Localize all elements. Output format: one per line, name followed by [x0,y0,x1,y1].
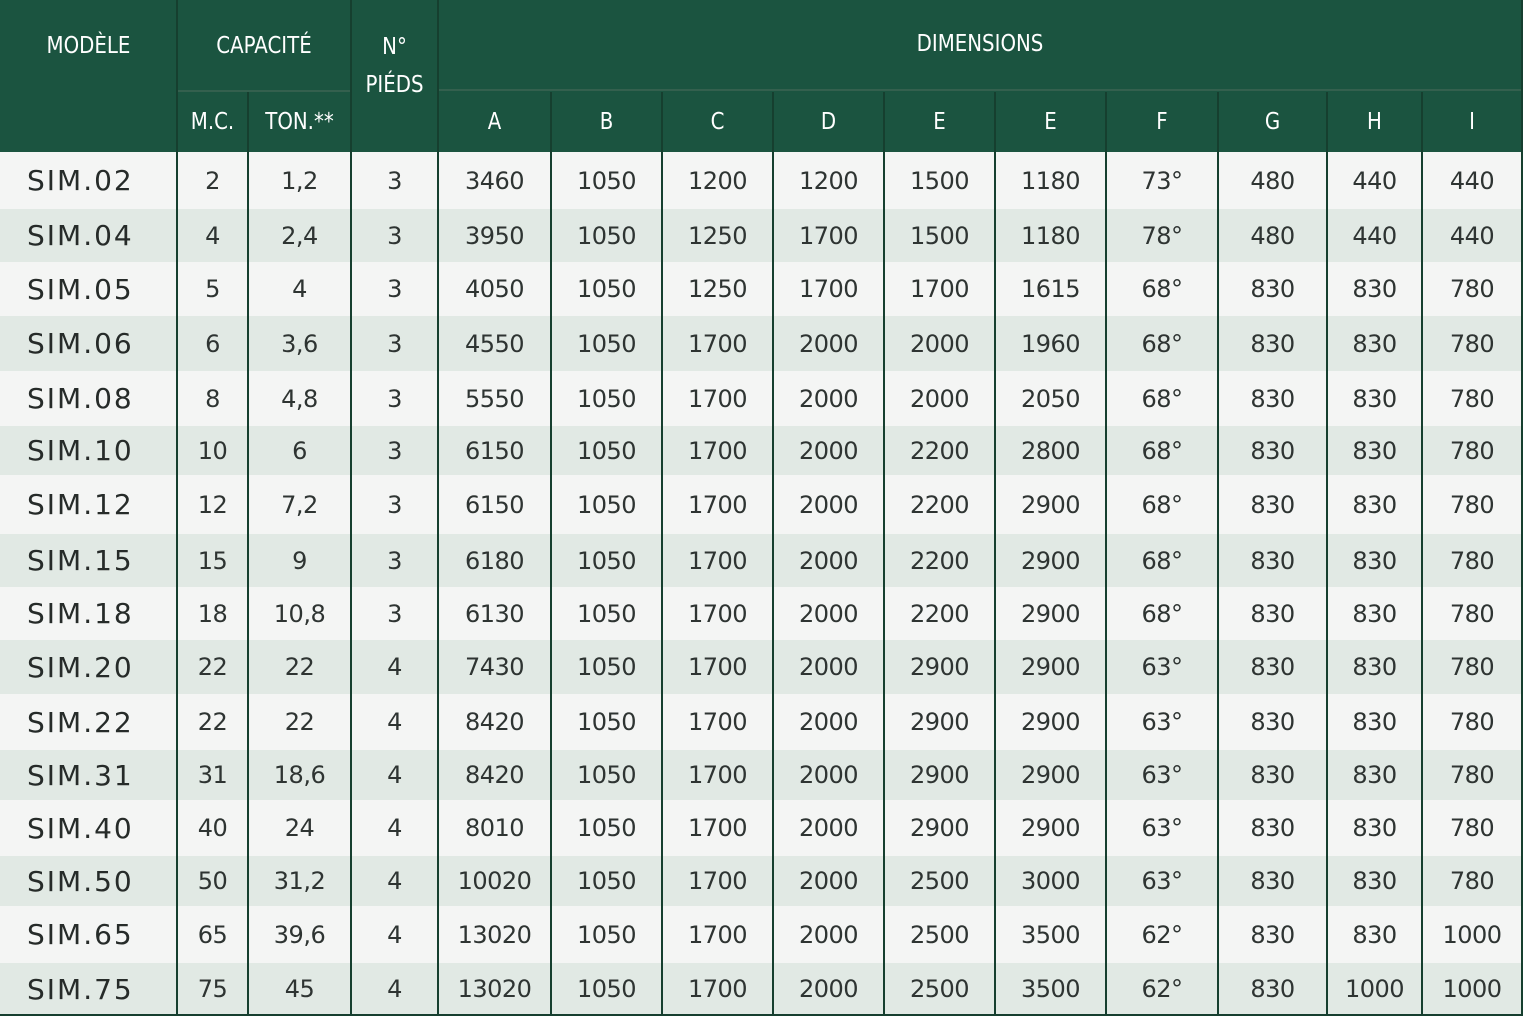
header-dimensions: DIMENSIONS [916,31,1044,57]
table-cell: 7,2 [281,490,318,519]
table-cell: 2000 [798,975,859,1003]
table-cell: 2,4 [281,221,318,250]
table-cell: 2000 [798,814,859,842]
table-cell: 4 [387,708,402,736]
table-cell: 780 [1449,653,1495,681]
table-bottom-border [0,1014,1523,1016]
table-cell: 6130 [464,599,525,628]
table-cell: 1000 [1442,920,1502,949]
table-cell: 830 [1352,384,1397,413]
model-name-cell: SIM.08 [27,382,134,415]
table-cell: 63° [1141,653,1183,681]
table-cell: 8420 [464,708,525,736]
table-cell: 830 [1352,867,1397,895]
table-cell: 1050 [576,546,637,575]
model-name-cell: SIM.65 [27,918,134,951]
table-cell: 63° [1141,867,1183,895]
table-cell: 1050 [576,436,637,465]
table-cell: 10,8 [273,599,326,628]
table-cell: 4 [387,867,402,895]
table-cell: 780 [1449,599,1495,628]
table-cell: 22 [284,653,315,681]
table-cell: 68° [1141,384,1183,413]
table-cell: 40 [197,814,228,842]
table-cell: 830 [1352,814,1397,842]
column-divider [176,0,178,1016]
table-cell: 3460 [464,166,525,195]
table-cell: 830 [1352,546,1397,575]
table-cell: 4 [292,275,307,303]
table-cell: 830 [1250,436,1295,465]
table-cell: 4,8 [281,384,318,413]
table-cell: 830 [1250,329,1295,358]
table-cell: 2900 [1020,814,1081,842]
table-cell: 1700 [687,814,748,842]
table-cell: 6150 [464,436,525,465]
table-cell: 2 [205,166,220,195]
table-cell: 830 [1250,867,1295,895]
model-name-cell: SIM.22 [27,705,134,739]
column-divider [883,92,885,1016]
table-cell: 1050 [576,275,637,303]
column-divider [550,92,552,1016]
table-cell: 3 [387,166,402,195]
table-cell: 4 [387,814,402,842]
table-cell: 2900 [1020,546,1081,575]
table-cell: 22 [197,653,228,681]
table-cell: 830 [1250,814,1295,842]
table-cell: 2900 [1020,653,1081,681]
table-cell: 1050 [576,975,637,1003]
table-cell: 4 [387,975,402,1003]
table-cell: 13020 [457,975,532,1003]
table-cell: 7430 [464,653,525,681]
column-divider [437,0,439,1016]
header-rule-dimensions [438,89,1522,91]
table-cell: 1050 [576,166,637,195]
model-name-cell: SIM.18 [27,597,134,630]
header-ton: TON.** [265,109,334,135]
table-cell: 3500 [1020,975,1081,1003]
table-cell: 2000 [798,653,859,681]
table-cell: 8 [205,384,220,413]
table-cell: 73° [1141,166,1183,195]
table-cell: 68° [1141,329,1183,358]
table-cell: 3,6 [281,329,318,358]
table-cell: 830 [1250,653,1295,681]
table-cell: 18 [197,599,228,628]
model-name-cell: SIM.02 [27,164,134,197]
table-cell: 31,2 [273,867,326,895]
table-cell: 1700 [687,599,748,628]
table-cell: 3500 [1020,920,1081,949]
table-cell: 2800 [1020,436,1081,465]
table-cell: 2900 [1020,599,1081,628]
header-modele: MODÈLE [46,33,131,59]
table-cell: 2900 [909,814,970,842]
model-name-cell: SIM.04 [27,219,134,252]
table-cell: 1050 [576,599,637,628]
header-dim-i: I [1469,109,1475,135]
table-cell: 830 [1352,761,1397,789]
model-name-cell: SIM.40 [27,811,134,845]
header-dim-e: E [933,109,946,135]
table-cell: 2000 [798,384,859,413]
table-cell: 1050 [576,761,637,789]
column-divider [661,92,663,1016]
table-cell: 780 [1449,761,1495,789]
table-cell: 2900 [1020,708,1081,736]
header-dim-e: E [1044,109,1057,135]
table-cell: 4 [387,653,402,681]
table-cell: 830 [1352,275,1397,303]
table-cell: 1050 [576,221,637,250]
table-cell: 10 [197,436,228,465]
table-cell: 62° [1141,975,1183,1003]
table-cell: 68° [1141,436,1183,465]
table-cell: 68° [1141,599,1183,628]
table-cell: 1700 [909,275,970,303]
table-cell: 4 [387,920,402,949]
table-cell: 6 [205,329,220,358]
table-cell: 780 [1449,708,1495,736]
table-cell: 3 [387,599,402,628]
table-cell: 2200 [909,546,970,575]
table-cell: 10020 [457,867,532,895]
table-cell: 830 [1352,599,1397,628]
table-cell: 2000 [909,384,970,413]
table-cell: 830 [1250,920,1295,949]
table-cell: 63° [1141,761,1183,789]
model-name-cell: SIM.06 [27,327,134,360]
table-cell: 2000 [798,329,859,358]
table-cell: 830 [1250,546,1295,575]
table-cell: 1050 [576,653,637,681]
table-cell: 830 [1250,708,1295,736]
table-cell: 78° [1141,221,1183,250]
table-cell: 2000 [798,708,859,736]
table-cell: 68° [1141,546,1183,575]
table-cell: 1000 [1344,975,1405,1003]
table-cell: 1700 [687,761,748,789]
header-dim-g: G [1264,109,1281,135]
table-cell: 4550 [464,329,525,358]
table-cell: 830 [1352,708,1397,736]
table-cell: 2000 [909,329,970,358]
model-name-cell: SIM.50 [27,864,134,898]
table-cell: 830 [1352,490,1397,519]
table-cell: 1050 [576,708,637,736]
table-cell: 1250 [687,221,748,250]
table-cell: 6 [292,436,307,465]
table-cell: 63° [1141,814,1183,842]
table-cell: 1700 [687,436,748,465]
column-divider [1521,0,1523,1016]
table-cell: 830 [1250,975,1295,1003]
table-cell: 2900 [909,653,970,681]
table-cell: 18,6 [273,761,326,789]
table-cell: 63° [1141,708,1183,736]
table-cell: 5550 [464,384,525,413]
table-cell: 3 [387,490,402,519]
table-cell: 4 [205,221,220,250]
table-cell: 830 [1352,436,1397,465]
table-cell: 1700 [687,708,748,736]
header-pieds-line1: N° [382,34,407,60]
model-name-cell: SIM.20 [27,650,134,684]
header-dim-d: D [820,109,837,135]
table-cell: 3 [387,436,402,465]
table-cell: 1960 [1020,329,1081,358]
table-cell: 440 [1449,221,1495,250]
table-cell: 2000 [798,867,859,895]
table-cell: 1500 [909,221,970,250]
table-cell: 1700 [798,221,859,250]
table-cell: 6150 [464,490,525,519]
column-divider [1326,92,1328,1016]
table-cell: 1700 [687,920,748,949]
table-cell: 8420 [464,761,525,789]
table-cell: 3 [387,275,402,303]
table-cell: 1250 [687,275,748,303]
table-cell: 1200 [798,166,859,195]
table-cell: 2900 [909,708,970,736]
table-cell: 780 [1449,384,1495,413]
table-cell: 24 [284,814,315,842]
header-dim-a: A [487,109,502,135]
table-cell: 2000 [798,436,859,465]
table-cell: 65 [197,920,228,949]
table-cell: 2000 [798,920,859,949]
table-cell: 3 [387,384,402,413]
table-cell: 830 [1352,920,1397,949]
header-dim-b: B [599,109,614,135]
table-cell: 780 [1449,275,1495,303]
table-cell: 1050 [576,329,637,358]
table-cell: 830 [1352,329,1397,358]
table-cell: 440 [1352,221,1397,250]
table-cell: 1180 [1020,166,1081,195]
table-cell: 830 [1250,384,1295,413]
table-cell: 3 [387,546,402,575]
table-cell: 1500 [909,166,970,195]
table-cell: 780 [1449,436,1495,465]
model-name-cell: SIM.75 [27,972,134,1006]
table-cell: 2500 [909,920,970,949]
table-cell: 75 [197,975,228,1003]
table-cell: 1050 [576,867,637,895]
table-cell: 830 [1352,653,1397,681]
table-cell: 830 [1250,599,1295,628]
table-cell: 15 [197,546,228,575]
table-cell: 830 [1250,761,1295,789]
table-cell: 2500 [909,975,970,1003]
table-cell: 1700 [687,975,748,1003]
table-cell: 1180 [1020,221,1081,250]
table-cell: 2200 [909,490,970,519]
table-cell: 780 [1449,867,1495,895]
table-cell: 480 [1250,166,1295,195]
table-cell: 12 [197,490,228,519]
header-rule-capacite [177,90,351,92]
table-cell: 62° [1141,920,1183,949]
table-cell: 830 [1250,490,1295,519]
header-dim-c: C [710,109,725,135]
table-cell: 1050 [576,384,637,413]
table-cell: 1,2 [281,166,318,195]
header-dim-f: F [1156,109,1168,135]
table-cell: 45 [284,975,315,1003]
table-cell: 9 [292,546,307,575]
table-cell: 1700 [687,546,748,575]
table-cell: 22 [284,708,315,736]
table-cell: 780 [1449,490,1495,519]
table-cell: 2500 [909,867,970,895]
column-divider [1217,92,1219,1016]
header-pieds [357,0,432,152]
table-cell: 68° [1141,275,1183,303]
table-cell: 440 [1352,166,1397,195]
table-cell: 3 [387,221,402,250]
column-divider [247,92,249,1016]
table-cell: 2000 [798,599,859,628]
column-divider [1105,92,1107,1016]
table-cell: 2900 [1020,490,1081,519]
header-dim-h: H [1367,109,1382,135]
table-cell: 50 [197,867,228,895]
table-cell: 68° [1141,490,1183,519]
column-divider [350,0,352,1016]
table-cell: 1615 [1020,275,1081,303]
table-cell: 1700 [687,329,748,358]
table-cell: 2900 [909,761,970,789]
table-cell: 1700 [687,490,748,519]
table-cell: 3950 [464,221,525,250]
table-cell: 2000 [798,761,859,789]
table-cell: 8010 [464,814,525,842]
table-cell: 1700 [687,653,748,681]
table-cell: 2200 [909,436,970,465]
table-cell: 1700 [798,275,859,303]
table-cell: 4050 [464,275,525,303]
column-divider [1421,92,1423,1016]
table-cell: 31 [197,761,228,789]
table-cell: 1200 [687,166,748,195]
table-cell: 780 [1449,814,1495,842]
table-cell: 3 [387,329,402,358]
header-capacite: CAPACITÉ [216,33,312,59]
model-name-cell: SIM.10 [27,434,134,467]
table-cell: 2200 [909,599,970,628]
table-cell: 39,6 [273,920,326,949]
table-cell: 780 [1449,329,1495,358]
table-cell: 780 [1449,546,1495,575]
table-cell: 5 [205,275,220,303]
table-cell: 1000 [1442,975,1502,1003]
table-cell: 3000 [1020,867,1081,895]
table-cell: 1700 [687,867,748,895]
model-name-cell: SIM.15 [27,544,134,577]
table-cell: 830 [1250,275,1295,303]
table-cell: 480 [1250,221,1295,250]
table-cell: 1050 [576,920,637,949]
model-name-cell: SIM.12 [27,488,134,521]
table-cell: 2000 [798,546,859,575]
table-cell: 22 [197,708,228,736]
table-cell: 6180 [464,546,525,575]
table-cell: 4 [387,761,402,789]
header-pieds-line2: PIÉDS [365,72,424,98]
table-cell: 13020 [457,920,532,949]
table-cell: 1050 [576,490,637,519]
model-name-cell: SIM.05 [27,272,134,306]
table-cell: 2000 [798,490,859,519]
column-divider [772,92,774,1016]
table-cell: 2900 [1020,761,1081,789]
table-cell: 440 [1449,166,1495,195]
table-cell: 2050 [1020,384,1081,413]
table-cell: 1700 [687,384,748,413]
column-divider [994,92,996,1016]
header-mc: M.C. [190,109,235,135]
table-cell: 1050 [576,814,637,842]
model-name-cell: SIM.31 [27,758,134,792]
